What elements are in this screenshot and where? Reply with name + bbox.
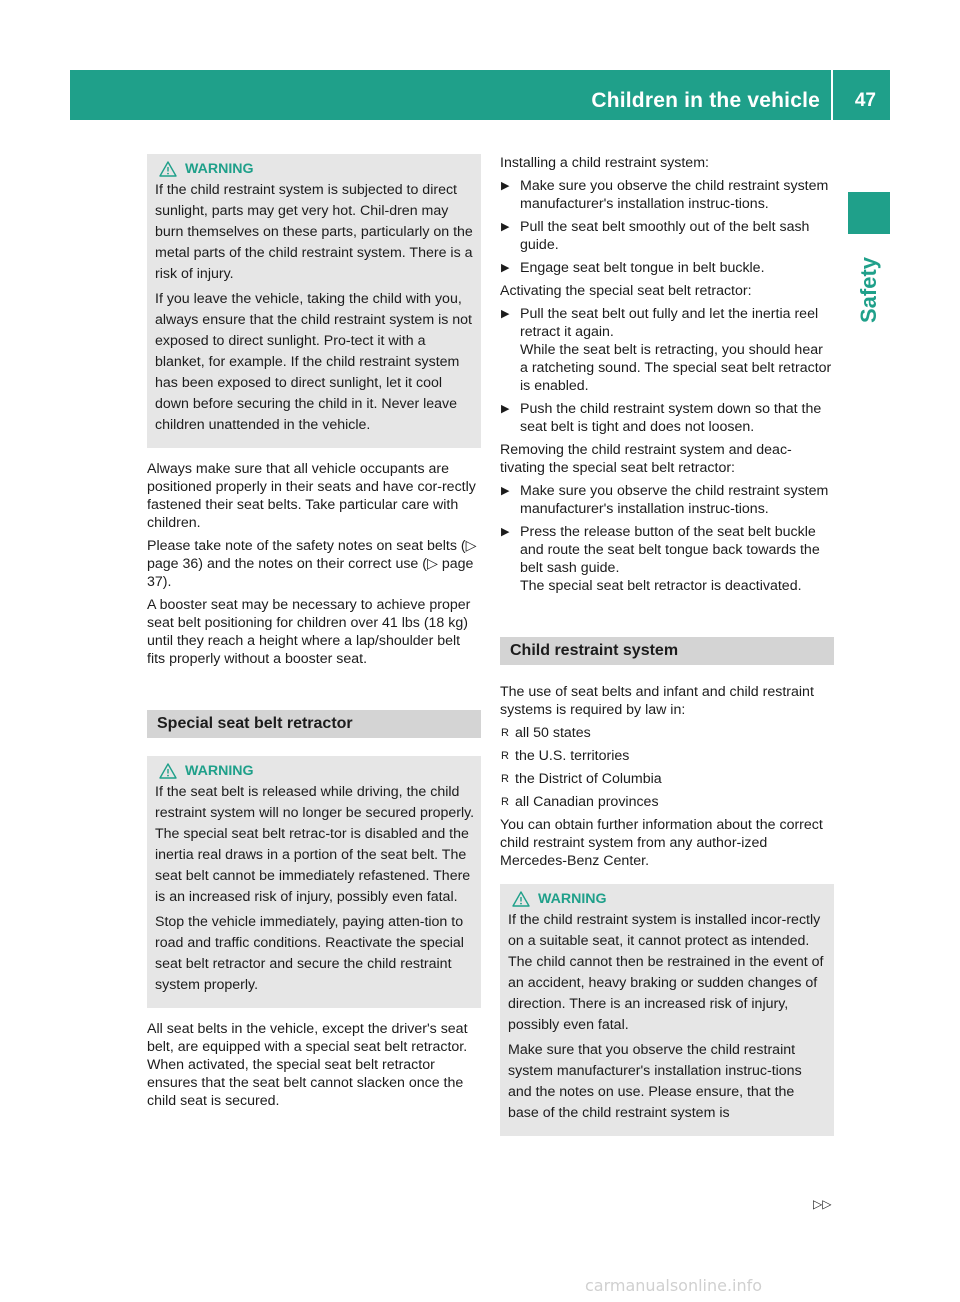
warning-box (147, 154, 481, 448)
step-text (520, 523, 834, 595)
warning-title: WARNING (185, 763, 254, 779)
bullet-r-icon: R (501, 750, 509, 762)
left-column (147, 154, 481, 1115)
warning-heading (155, 158, 475, 180)
warning-box (147, 756, 481, 1008)
page-number: 47 (854, 90, 876, 111)
warning-text: Make sure that you observe the child restraint system manufacturer's installation instruc-tions and the notes on use. Please ensure, that the base of the child restraint system is (508, 1042, 802, 1121)
step-arrow-icon: ▶ (501, 403, 510, 415)
list-item (500, 770, 834, 788)
bullet-r-icon: R (501, 796, 509, 808)
right-column (500, 154, 834, 1148)
procedure-step (500, 259, 834, 277)
step-result: The special seat belt retractor is deactivated. (520, 578, 802, 594)
continue-arrow-icon: ▷▷ (813, 1197, 832, 1211)
procedure-step (500, 523, 834, 595)
step-text: Engage seat belt tongue in belt buckle. (520, 260, 765, 276)
list-item (500, 724, 834, 742)
header-divider (831, 70, 833, 120)
warning-triangle-icon (159, 161, 177, 177)
warning-heading (508, 888, 828, 910)
bullet-r-icon: R (501, 727, 509, 739)
step-text: Make sure you observe the child restraint system manufacturer's installation instruc-tions. (520, 178, 829, 212)
warning-triangle-icon (512, 891, 530, 907)
watermark: carmanualsonline.info (585, 1276, 763, 1295)
side-tab (848, 240, 890, 340)
body-paragraph: Always make sure that all vehicle occupants are positioned properly in their seats and have cor-rectly fastened their seat belts. Take particular care with children. (147, 461, 476, 531)
step-arrow-icon: ▶ (501, 180, 510, 192)
bullet-r-icon: R (501, 773, 509, 785)
page-title: Children in the vehicle (591, 89, 820, 112)
procedure-intro: Removing the child restraint system and deac-tivating the special seat belt retractor: (500, 442, 792, 476)
step-instruction: Press the release button of the seat belt buckle and route the seat belt tongue back towards the belt sash guide. (520, 524, 820, 576)
step-arrow-icon: ▶ (501, 221, 510, 233)
step-text (520, 305, 834, 395)
warning-text: If the child restraint system is subjected to direct sunlight, parts may get very hot. Chil-dren may burn themselves on these parts, particularly on the metal parts of the child restraint system. There is a risk of injury. (155, 182, 473, 282)
list-item-text: the U.S. territories (515, 748, 630, 764)
step-text: Push the child restraint system down so that the seat belt is tight and does not loosen. (520, 401, 822, 435)
procedure-step (500, 482, 834, 518)
step-text: Pull the seat belt smoothly out of the belt sash guide. (520, 219, 810, 253)
procedure-step (500, 400, 834, 436)
warning-triangle-icon (159, 763, 177, 779)
step-result: While the seat belt is retracting, you should hear a ratcheting sound. The special seat belt retractor is enabled. (520, 342, 832, 394)
warning-text: Stop the vehicle immediately, paying atten-tion to road and traffic conditions. Reactivate the special seat belt retractor and secure the child restraint system properly. (155, 914, 464, 993)
list-item-text: all Canadian provinces (515, 794, 659, 810)
list-item (500, 747, 834, 765)
side-tab-label: Safety (856, 256, 882, 324)
side-tab-block (848, 192, 890, 234)
warning-text: If you leave the vehicle, taking the child with you, always ensure that the child restraint system is not exposed to direct sunlight. Pro-tect it with a blanket, for example. If the child restraint system has been exposed to direct sunlight, let it cool down before securing the child in it. Never leave children unattended in the vehicle. (155, 291, 472, 433)
section-heading: Special seat belt retractor (147, 710, 481, 738)
warning-title: WARNING (185, 161, 254, 177)
list-item-text: all 50 states (515, 725, 591, 741)
procedure-intro: Activating the special seat belt retractor: (500, 283, 752, 299)
body-paragraph: All seat belts in the vehicle, except the driver's seat belt, are equipped with a special seat belt retractor. When activated, the special seat belt retractor ensures that the seat belt cannot slacken once the child seat is secured. (147, 1021, 468, 1109)
warning-box (500, 884, 834, 1136)
header-bar (70, 70, 890, 120)
step-instruction: Pull the seat belt out fully and let the inertia reel retract it again. (520, 306, 819, 340)
body-paragraph: Please take note of the safety notes on seat belts (▷ page 36) and the notes on their correct use (▷ page 37). (147, 538, 477, 590)
warning-text: If the seat belt is released while driving, the child restraint system will no longer be secured properly. The special seat belt retrac-tor is disabled and the inertia real draws in a portion of the seat belt. The seat belt cannot be immediately refastened. There is an increased risk of injury, possibly even fatal. (155, 784, 475, 905)
procedure-step (500, 305, 834, 395)
body-paragraph: A booster seat may be necessary to achieve proper seat belt positioning for children over 41 lbs (18 kg) until they reach a height where a lap/shoulder belt fits properly without a booster seat. (147, 597, 471, 667)
warning-heading (155, 760, 475, 782)
list-item-text: the District of Columbia (515, 771, 662, 787)
warning-title: WARNING (538, 891, 607, 907)
body-paragraph: The use of seat belts and infant and child restraint systems is required by law in: (500, 684, 814, 718)
warning-text: If the child restraint system is installed incor-rectly on a suitable seat, it cannot protect as intended. The child cannot then be restrained in the event of an accident, heavy braking or sudden changes of direction. There is an increased risk of injury, possibly even fatal. (508, 912, 824, 1033)
step-arrow-icon: ▶ (501, 308, 510, 320)
procedure-step (500, 218, 834, 254)
procedure-step (500, 177, 834, 213)
step-arrow-icon: ▶ (501, 262, 510, 274)
step-text: Make sure you observe the child restraint system manufacturer's installation instruc-tions. (520, 483, 829, 517)
step-arrow-icon: ▶ (501, 526, 510, 538)
body-paragraph: You can obtain further information about the correct child restraint system from any author-ized Mercedes-Benz Center. (500, 817, 823, 869)
step-arrow-icon: ▶ (501, 485, 510, 497)
list-item (500, 793, 834, 811)
procedure-intro: Installing a child restraint system: (500, 155, 709, 171)
section-heading: Child restraint system (500, 637, 834, 665)
